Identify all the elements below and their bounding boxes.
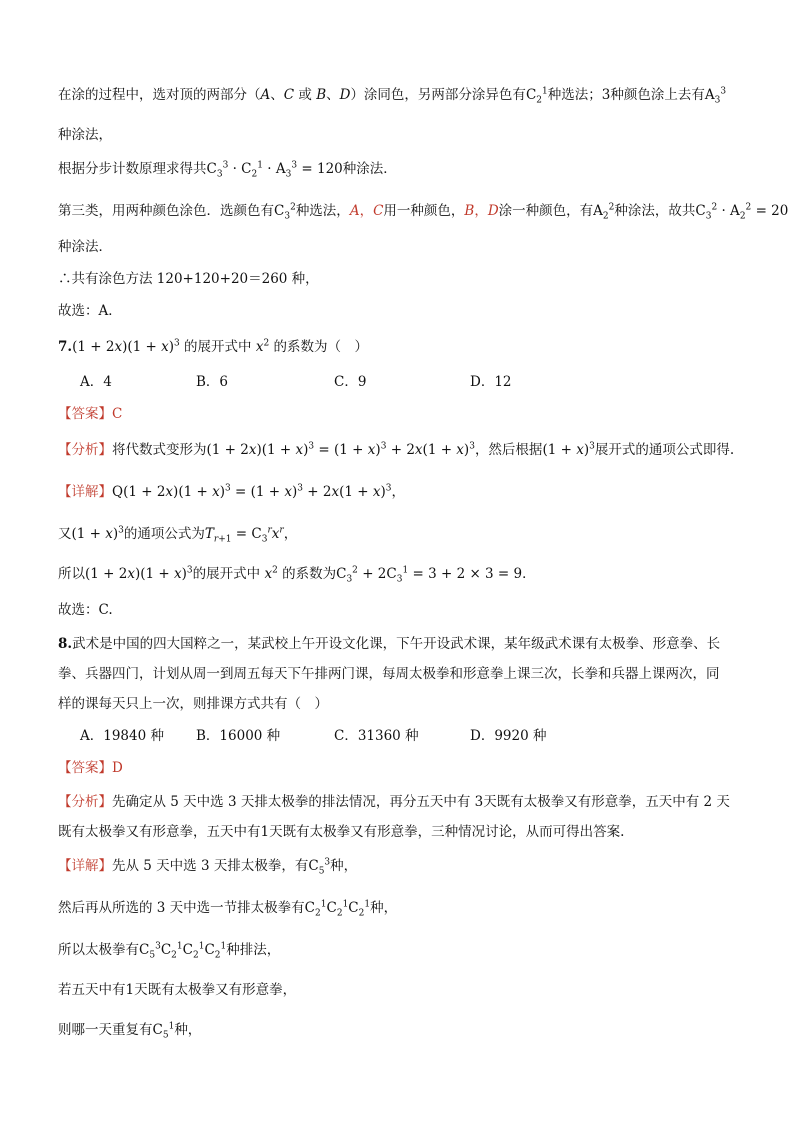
q7-option-b: B．6 xyxy=(196,374,229,390)
formula: $(1 + 2x)(1 + x)^3 = (1 + x)^3 + 2x(1 + x)^3$ xyxy=(123,483,392,500)
formula: $C_2^1C_2^1C_2^1$ xyxy=(304,899,371,919)
q8-option-d: D．9920 种 xyxy=(470,728,547,744)
formula: $C_3^2 \cdot A_2^2$ xyxy=(695,202,752,222)
text-line-2: 种涂法， xyxy=(58,127,112,143)
q8-answer: 【答案】D xyxy=(58,760,123,776)
formula: $x^2$ xyxy=(264,565,278,582)
q8-detail-2: 然后再从所选的 3 天中选一节排太极拳有$C_2^1C_2^1C_2^1$种， xyxy=(58,899,398,919)
formula: $x^2$ xyxy=(255,338,270,355)
q7-option-c: C．9 xyxy=(334,374,367,390)
formula: $C_3^3 \cdot C_2^1 \cdot A_3^3$ xyxy=(206,160,298,180)
formula: $C_5^3$ xyxy=(308,857,331,877)
text-line-6: ∴共有涂色方法 120+120+20＝260 种， xyxy=(58,271,319,287)
q8-option-a: A．19840 种 xyxy=(80,728,164,744)
question-7-stem: $7.(1 + 2x)(1 + x)^3$ 的展开式中 $x^2$ 的系数为（ ） xyxy=(58,338,368,355)
text-line-5: 种涂法． xyxy=(58,239,112,255)
q7-detail-1: 【详解】$Q(1 + 2x)(1 + x)^3 = (1 + x)^3 + 2x(1 + x)^3$， xyxy=(58,483,406,500)
q7-option-a: A．4 xyxy=(80,374,112,390)
q8-option-b: B．16000 种 xyxy=(196,728,281,744)
q7-answer: 【答案】C xyxy=(58,406,123,422)
formula: $C_2^1$ xyxy=(525,86,548,106)
text-line-4: 第三类，用两种颜色涂色．选颜色有$C_3^2$种选法，A，C用一种颜色，B，D涂一种颜色，有$A_2^2$种涂法，故共$C_3^2 \cdot A_2^2 = 20$ xyxy=(58,202,789,222)
q8-detail-1: 【详解】先从 5 天中选 3 天排太极拳，有$C_5^3$种， xyxy=(58,857,358,877)
q8-analysis-1: 【分析】先确定从 5 天中选 3 天排太极拳的排法情况，再分五天中有 3天既有太极拳又有形意拳，五天中有 2 天 xyxy=(58,794,730,810)
question-8-stem-3: 样的课每天只上一次，则排课方式共有（ ） xyxy=(58,696,328,712)
text: 在涂的过程中，选对顶的两部分（ xyxy=(58,87,261,103)
text-line-7: 故选：A． xyxy=(58,303,122,319)
formula: $(1 + x)^3$ xyxy=(542,441,595,458)
formula: $(1 + 2x)(1 + x)^3$ xyxy=(85,565,193,582)
formula: $C_3^2$ xyxy=(274,202,296,222)
q7-detail-3: 所以$(1 + 2x)(1 + x)^3$的展开式中 $x^2$ 的系数为$C_3^2 + 2C_3^1 = 3 + 2 \times 3 = 9$． xyxy=(58,565,536,585)
formula: $C_5^3C_2^1C_2^1C_2^1$ xyxy=(139,941,227,961)
formula: $C_5^1$ xyxy=(152,1021,175,1041)
formula: $A_2^2$ xyxy=(593,202,615,222)
q8-detail-3: 所以太极拳有$C_5^3C_2^1C_2^1C_2^1$种排法， xyxy=(58,941,281,961)
q8-option-c: C．31360 种 xyxy=(334,728,419,744)
text-line-1: 在涂的过程中，选对顶的两部分（A、C 或 B、D）涂同色，另两部分涂异色有$C_2^1$种选法；3种颜色涂上去有$A_3^3$ xyxy=(58,86,727,106)
formula: $T_{r+1} = C_3^rx^r$ xyxy=(204,525,284,545)
q7-analysis: 【分析】将代数式变形为$(1 + 2x)(1 + x)^3 = (1 + x)^3 + 2x(1 + x)^3$，然后根据$(1 + x)^3$展开式的通项公式即得. xyxy=(58,441,735,458)
question-8-stem-2: 拳、兵器四门，计划从周一到周五每天下午排两门课，每周太极拳和形意拳上课三次，长拳和兵器上课两次，同 xyxy=(58,666,720,682)
question-8-stem-1: 8.武术是中国的四大国粹之一，某武校上午开设文化课，下午开设武术课，某年级武术课有太极拳、形意拳、长 xyxy=(58,636,721,652)
q7-option-d: D．12 xyxy=(470,374,512,390)
formula: $C_3^2 + 2C_3^1$ xyxy=(336,565,409,585)
q7-detail-2: 又$(1 + x)^3$的通项公式为$T_{r+1} = C_3^rx^r$， xyxy=(58,525,298,545)
formula: $(1 + x)^3$ xyxy=(71,525,124,542)
text-line-3: 根据分步计数原理求得共$C_3^3 \cdot C_2^1 \cdot A_3^3 = 120$种涂法． xyxy=(58,160,397,180)
q8-analysis-2: 既有太极拳又有形意拳，五天中有1天既有太极拳又有形意拳，三种情况讨论，从而可得出答案. xyxy=(58,824,625,840)
q8-detail-4: 若五天中有1天既有太极拳又有形意拳， xyxy=(58,982,297,998)
formula: $A_3^3$ xyxy=(704,86,727,106)
q8-detail-5: 则哪一天重复有$C_5^1$种， xyxy=(58,1021,202,1041)
q7-choose: 故选：C. xyxy=(58,602,113,618)
formula: $(1 + 2x)(1 + x)^3$ xyxy=(72,338,180,355)
formula: $(1 + 2x)(1 + x)^3 = (1 + x)^3 + 2x(1 + x)^3$ xyxy=(206,441,475,458)
